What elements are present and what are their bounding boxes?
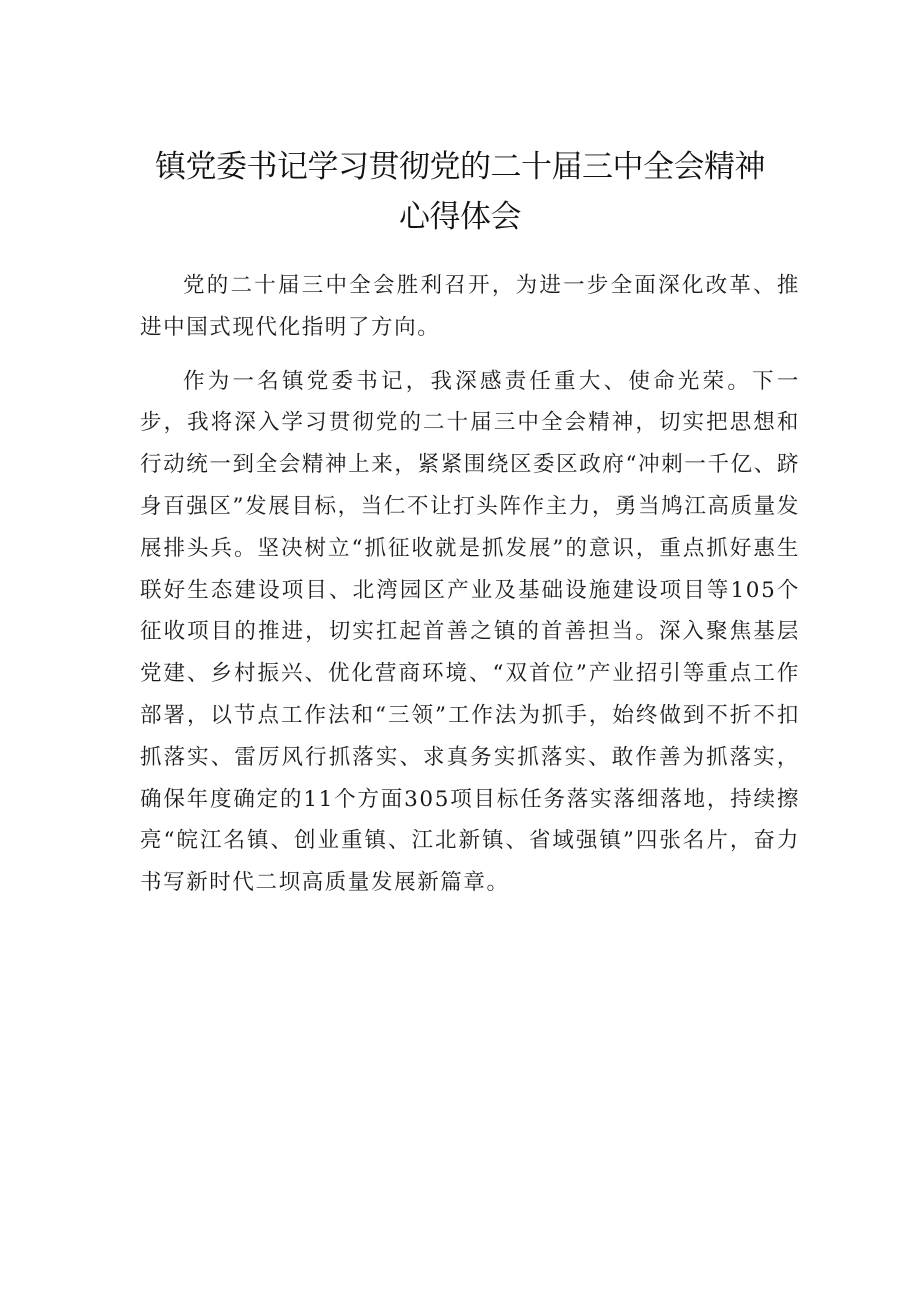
document-title bbox=[110, 142, 810, 242]
document-body bbox=[140, 265, 800, 904]
title-line-1: 镇党委书记学习贯彻党的二十届三中全会精神 bbox=[155, 149, 765, 185]
paragraph-1: 党的二十届三中全会胜利召开，为进一步全面深化改革、推进中国式现代化指明了方向。 bbox=[140, 273, 800, 340]
title-line-2: 心得体会 bbox=[399, 199, 521, 235]
paragraph-2: 作为一名镇党委书记，我深感责任重大、使命光荣。下一步，我将深入学习贯彻党的二十届三中全会精神，切实把思想和行动统一到全会精神上来，紧紧围绕区委区政府“冲刺一千亿、跻身百强区”发展目标，当仁不让打头阵作主力，勇当鸠江高质量发展排头兵。坚决树立“抓征收就是抓发展”的意识，重点抓好惠生联好生态建设项目、北湾园区产业及基础设施建设项目等105个征收项目的推进，切实扛起首善之镇的首善担当。深入聚焦基层党建、乡村振兴、优化营商环境、“双首位”产业招引等重点工作部署，以节点工作法和“三领”工作法为抓手，始终做到不折不扣抓落实、雷厉风行抓落实、求真务实抓落实、敢作善为抓落实，确保年度确定的11个方面305项目标任务落实落细落地，持续擦亮“皖江名镇、创业重镇、江北新镇、省域强镇”四张名片，奋力书写新时代二坝高质量发展新篇章。 bbox=[140, 368, 800, 896]
